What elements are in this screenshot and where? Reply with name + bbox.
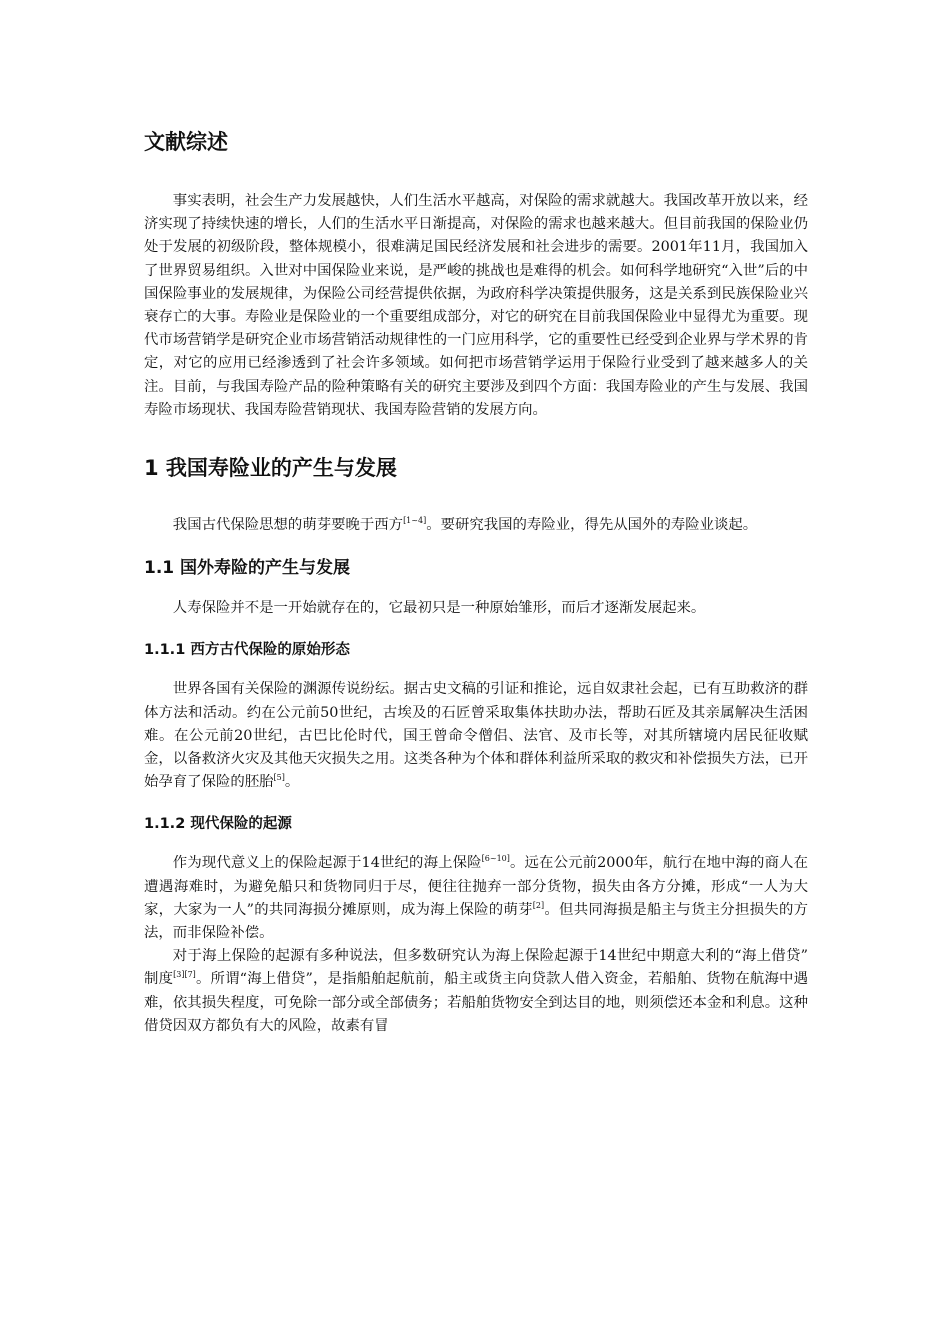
citation-ref: [6~10] [481,854,510,864]
paragraph-text: 。要研究我国的寿险业，得先从国外的寿险业谈起。 [426,517,758,534]
section-heading-literature-review: 文献综述 [144,130,228,154]
section-heading-1-1: 1.1 国外寿险的产生与发展 [144,558,351,579]
document-body [144,126,808,1038]
paragraph-text: 。但共同海损是船主与货主分担损失的方法，而非保险补偿。 [144,901,808,942]
section-heading-1-1-2: 1.1.2 现代保险的起源 [144,816,292,833]
paragraph-text: 。所谓“海上借贷”，是指船舶起航前，船主或货主向贷款人借入资金，若船舶、货物在航海中遇难，依其损失程度，可免除一部分或全部债务；若船舶货物安全到达目的地，则须偿还本金和利息。这种借贷因双方都负有大的风险，故素有冒 [144,971,808,1034]
citation-ref: [2] [532,901,545,911]
citation-ref: [5] [273,773,285,783]
section-1-1-1-paragraph [144,678,808,794]
paragraph-text: 作为现代意义上的保险起源于14世纪的海上保险 [172,855,482,872]
citation-ref: [3][7] [173,970,196,980]
paragraph-text: 我国古代保险思想的萌芽要晚于西方 [172,517,404,534]
section-heading-1: 1 我国寿险业的产生与发展 [144,456,397,481]
section-heading-1-1-1: 1.1.1 西方古代保险的原始形态 [144,642,350,659]
section-1-1-2-paragraph-1 [144,852,808,945]
paragraph-text: 。远在公元前2000年，航行在地中海的商人在遭遇海难时，为避免船只和货物同归于尽，便往往抛弃一部分货物，损失由各方分摊，形成“一人为大家，大家为一人”的共同海损分摊原则，成为海上保险的萌芽 [144,855,808,918]
paragraph-text: 世界各国有关保险的渊源传说纷纭。据古史文稿的引证和推论，远自奴隶社会起，已有互助救济的群体方法和活动。约在公元前50世纪，古埃及的石匠曾采取集体扶助办法，帮助石匠及其亲属解决生活困难。在公元前20世纪，古巴比伦时代，国王曾命令僧侣、法官、及市长等，对其所辖境内居民征收赋金，以备救济火灾及其他天灾损失之用。这类各种为个体和群体利益所采取的救灾和补偿损失方法，已开始孕育了保险的胚胎 [144,681,808,791]
citation-ref: [1~4] [403,516,427,526]
paragraph-text: 。 [284,774,300,791]
paragraph-text: 对于海上保险的起源有多种说法，但多数研究认为海上保险起源于14世纪中期意大利的“海上借贷” 制度 [144,948,808,988]
section-1-paragraph [144,514,808,537]
section-1-1-2-paragraph-2 [144,945,808,1038]
intro-paragraph: 事实表明，社会生产力发展越快，人们生活水平越高，对保险的需求就越大。我国改革开放以来，经济实现了持续快速的增长，人们的生活水平日渐提高，对保险的需求也越来越大。但目前我国的保险业仍处于发展的初级阶段，整体规模小，很难满足国民经济发展和社会进步的需要。2001年11月，我国加入 了世界贸易组织。入世对中国保险业来说，是严峻的挑战也是难得的机会。如何科学地研究“入世”后的中国保险事业的发展规律，为保险公司经营提供依据，为政府科学决策提供服务，这是关系到民族保险业兴衰存亡的大事。寿险业是保险业的一个重要组成部分，对它的研究在目前我国保险业中显得尤为重要。现代市场营销学是研究企业市场营销活动规律性的一门应用科学，它的重要性已经受到企业界与学术界的肯定，对它的应用已经渗透到了社会许多领域。如何把市场营销学运用于保险行业受到了越来越多人的关注。目前，与我国寿险产品的险种策略有关的研究主要涉及到四个方面：我国寿险业的产生与发展、我国寿险市场现状、我国寿险营销现状、我国寿险营销的发展方向。 [144,193,808,418]
section-1-1-paragraph: 人寿保险并不是一开始就存在的，它最初只是一种原始雏形，而后才逐渐发展起来。 [172,600,706,617]
